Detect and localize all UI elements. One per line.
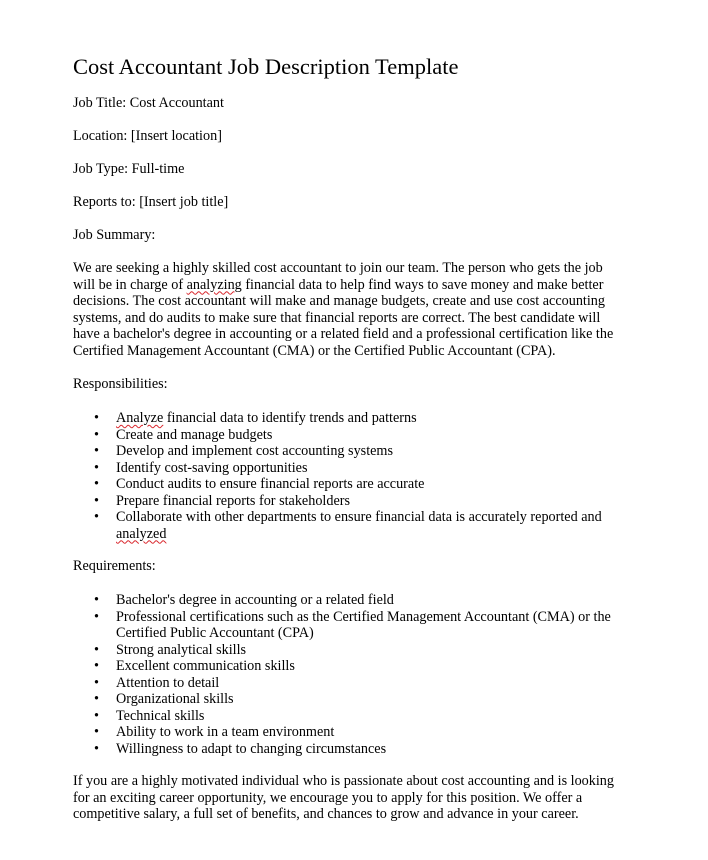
bullet-icon: •	[94, 724, 99, 740]
spellcheck-flagged-word[interactable]: analyzed	[116, 525, 167, 542]
list-item: • Identify cost-saving opportunities	[94, 459, 308, 476]
bullet-icon: •	[94, 691, 99, 707]
bullet-icon: •	[94, 459, 99, 476]
requirements-heading: Requirements:	[73, 558, 156, 574]
list-item: • Excellent communication skills	[94, 658, 295, 674]
job-title-line: Job Title: Cost Accountant	[73, 95, 224, 111]
list-item: • Willingness to adapt to changing circumstances	[94, 740, 387, 757]
bullet-icon: •	[94, 509, 99, 525]
job-summary-paragraph	[73, 260, 625, 360]
requirements-list	[73, 592, 633, 757]
list-item: • Collaborate with other departments to ensure financial data is accurately reported and analyzed	[94, 509, 602, 542]
bullet-icon: •	[94, 707, 99, 724]
bullet-icon: •	[94, 492, 99, 509]
responsibilities-heading: Responsibilities:	[73, 376, 168, 392]
list-item: • Conduct audits to ensure financial reports are accurate	[94, 476, 425, 492]
job-type-line: Job Type: Full-time	[73, 161, 185, 177]
document-title: Cost Accountant Job Description Template	[73, 54, 459, 79]
list-item: • Create and manage budgets	[94, 426, 273, 443]
bullet-icon: •	[94, 674, 99, 691]
list-item: • Prepare financial reports for stakeholders	[94, 492, 350, 509]
list-item: • Analyze financial data to identify trends and patterns	[94, 410, 417, 426]
reports-to-line: Reports to: [Insert job title]	[73, 194, 229, 210]
bullet-icon: •	[94, 608, 99, 625]
list-item: • Attention to detail	[94, 674, 220, 691]
list-item: • Organizational skills	[94, 691, 234, 707]
spellcheck-flagged-word[interactable]: Analyze	[116, 410, 164, 426]
list-item: • Bachelor's degree in accounting or a related field	[94, 592, 394, 608]
bullet-icon: •	[94, 443, 99, 459]
bullet-icon: •	[94, 426, 99, 443]
location-line: Location: [Insert location]	[73, 128, 222, 144]
job-summary-heading: Job Summary:	[73, 227, 156, 243]
list-item: • Strong analytical skills	[94, 641, 247, 658]
list-item: • Develop and implement cost accounting systems	[94, 443, 393, 459]
bullet-icon: •	[94, 740, 99, 757]
bullet-icon: •	[94, 410, 99, 426]
spellcheck-flagged-word[interactable]: analyzing	[186, 276, 242, 293]
summary-text-part-2: financial data to help find ways to save money and make better decisions. The cost accountant will make and manage budgets, create and use cost accounting systems, and do audits to make sure that financial reports are correct. The best candidate will have a bachelor's degree in accounting or a related field and a professional certification like the Certified Management Accountant (CMA) or the Certified Public Accountant (CPA).	[73, 276, 614, 359]
list-item: • Professional certifications such as the Certified Management Accountant (CMA) or the Certified Public Accountant (CPA)	[94, 608, 611, 641]
responsibilities-list	[73, 410, 633, 542]
bullet-icon: •	[94, 592, 99, 608]
closing-paragraph: If you are a highly motivated individual who is passionate about cost accounting and is looking for an exciting career opportunity, we encourage you to apply for this position. We offer a competitive salary, a full set of benefits, and chances to grow and advance in your career.	[73, 773, 614, 823]
list-item: • Technical skills	[94, 707, 205, 724]
summary-text-part-1: We are seeking a highly skilled cost accountant to join our team. The person who gets the job will be in charge of	[73, 260, 603, 293]
bullet-icon: •	[94, 641, 99, 658]
bullet-icon: •	[94, 658, 99, 674]
bullet-icon: •	[94, 476, 99, 492]
list-item: • Ability to work in a team environment	[94, 724, 335, 740]
